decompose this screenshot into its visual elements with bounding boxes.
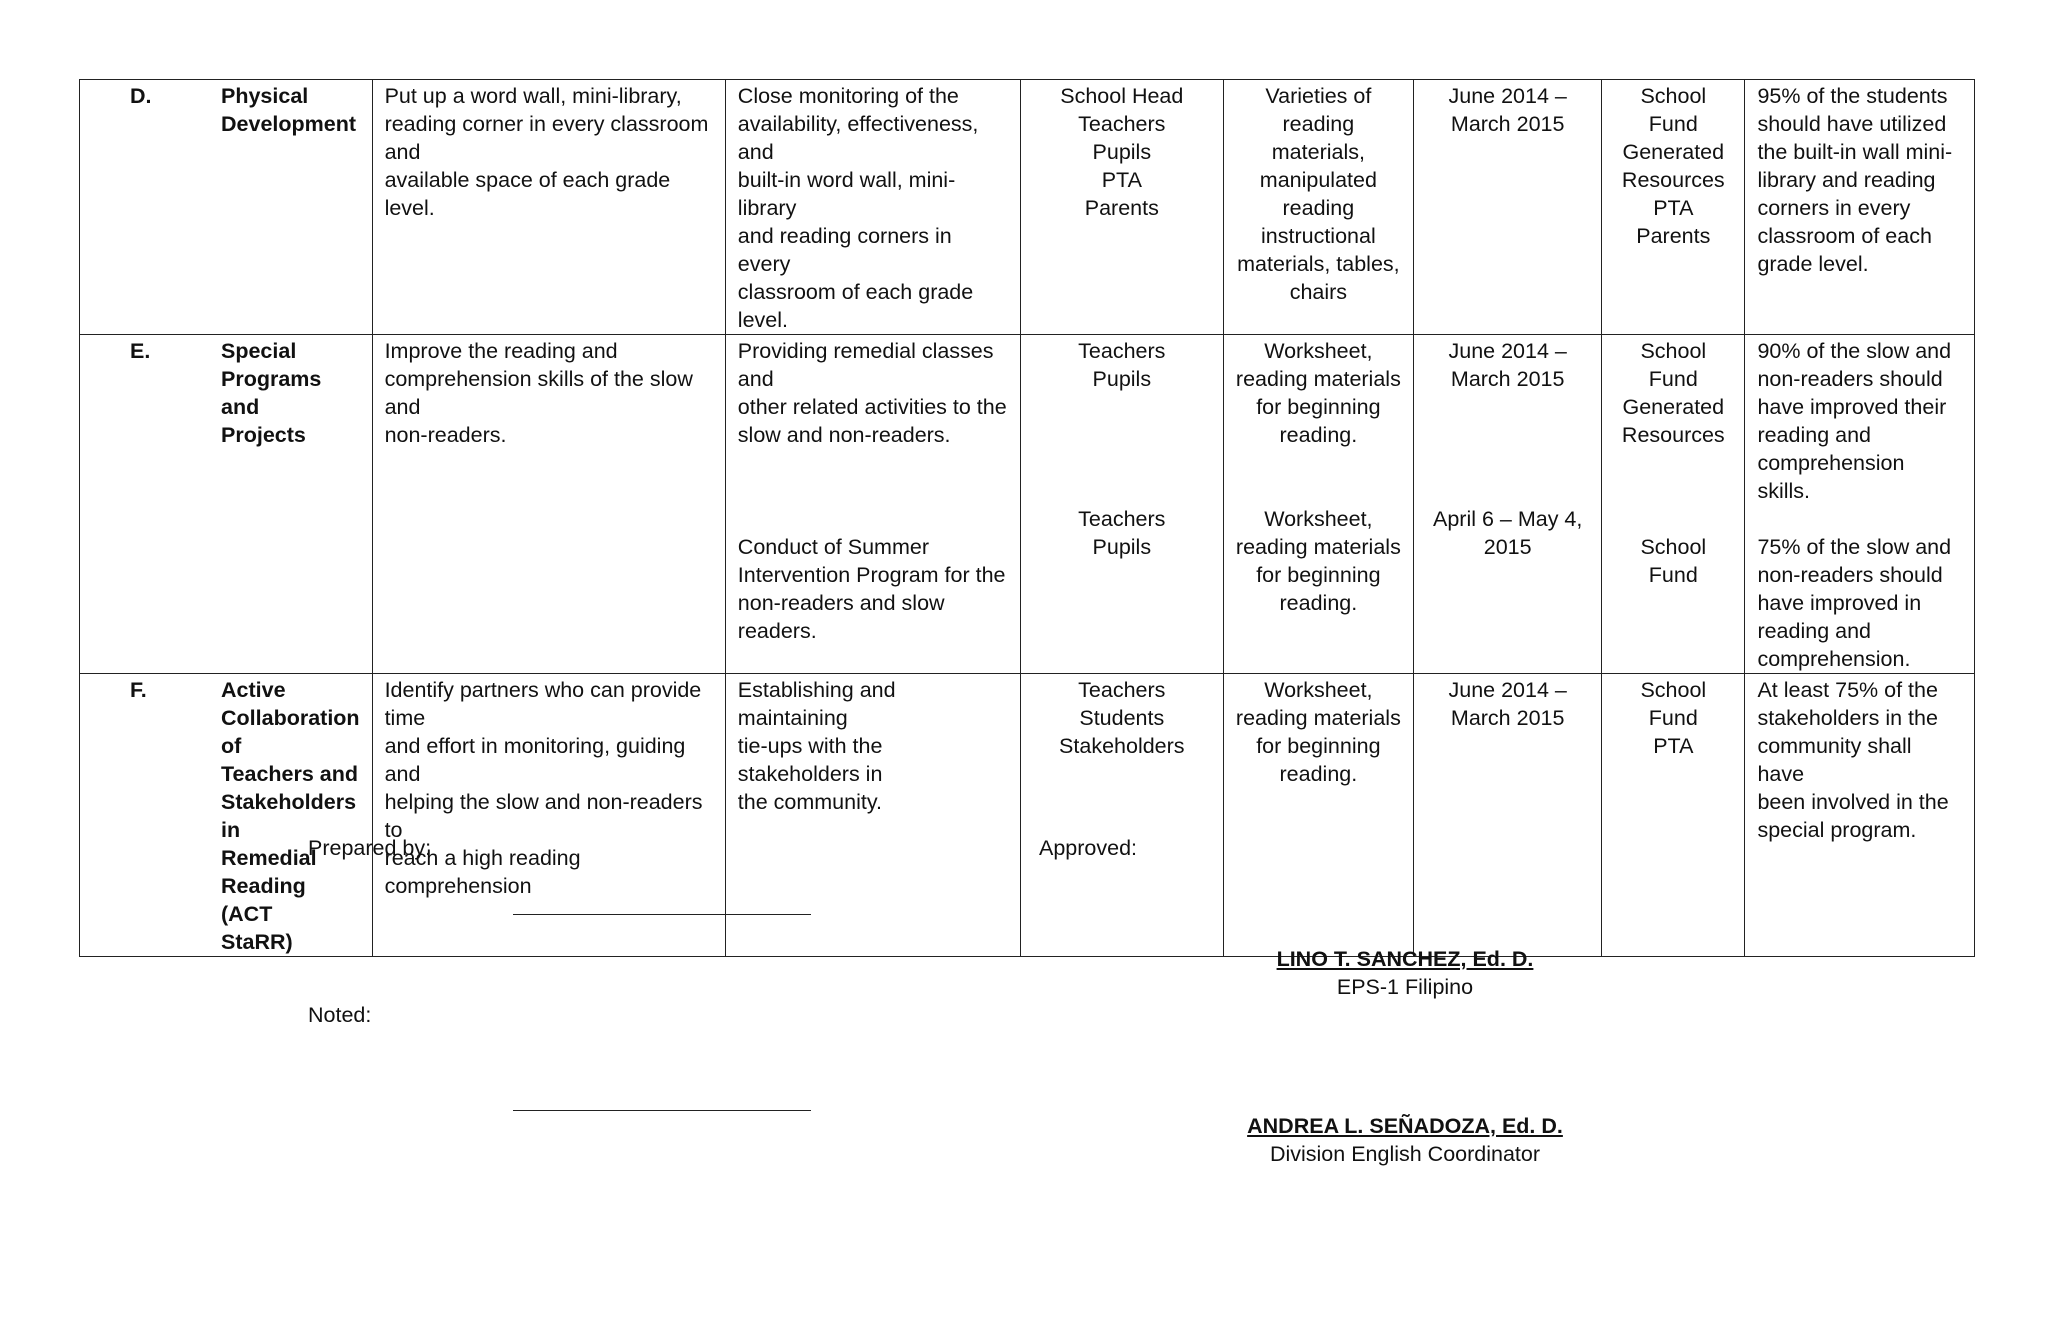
resources-line: for beginning (1256, 395, 1381, 419)
strategy-line: availability, effectiveness, and (737, 112, 979, 164)
area-name-line: Collaboration of (221, 706, 360, 758)
strategy-line: slow and non-readers. (737, 423, 951, 447)
budget-source-line: School Fund (1640, 535, 1707, 587)
strategy-line: built-in word wall, mini-library (737, 168, 956, 220)
area-name-line: Stakeholders in (221, 790, 357, 842)
resources-line: Varieties of (1265, 84, 1372, 108)
budget-source-line: Generated (1622, 395, 1725, 419)
action-plan-table (79, 79, 1975, 957)
objective-cell (372, 80, 725, 335)
budget-source-line: PTA (1653, 196, 1694, 220)
success-indicator-line: non-readers should (1757, 367, 1943, 391)
resources-cell (1223, 80, 1414, 335)
objective-line: comprehension skills of the slow and (384, 367, 693, 419)
area-name-line: Development (221, 112, 357, 136)
strategy-line: Close monitoring of the (737, 84, 959, 108)
persons-involved-line: Pupils (1092, 140, 1152, 164)
time-frame-line: March 2015 (1450, 112, 1565, 136)
time-frame-block (1426, 505, 1589, 561)
spacer (1614, 477, 1732, 505)
spacer (1614, 449, 1732, 477)
resources-line: reading. (1279, 591, 1358, 615)
prepared-by-signature-line (513, 914, 811, 915)
time-frame-cell (1414, 335, 1602, 674)
budget-source-cell (1602, 335, 1745, 674)
spacer (1426, 421, 1589, 449)
strategy-line: and reading corners in every (737, 224, 952, 276)
time-frame-line: June 2014 – (1448, 678, 1567, 702)
objective-line: non-readers. (384, 423, 507, 447)
strategy-line: Conduct of Summer (737, 535, 929, 559)
strategy-line: Intervention Program for the (737, 563, 1006, 587)
budget-source-cell (1602, 80, 1745, 335)
resources-line: Worksheet, (1264, 339, 1373, 363)
success-indicator-line: comprehension. (1757, 647, 1911, 671)
area-cell (80, 335, 373, 674)
spacer (738, 477, 1008, 505)
area-name-line: Active (221, 678, 286, 702)
persons-involved-cell (1021, 80, 1223, 335)
success-indicator-line: stakeholders in the (1757, 706, 1938, 730)
budget-source-line: Resources (1621, 168, 1725, 192)
table-row (80, 80, 1975, 335)
time-frame-block (1426, 82, 1589, 138)
success-indicator-line: 75% of the slow and (1757, 535, 1952, 559)
area-name-line: Special (221, 339, 297, 363)
noter-name: ANDREA L. SEÑADOZA, Ed. D. (1247, 1114, 1563, 1138)
time-frame-line: April 6 – May 4, (1433, 507, 1583, 531)
strategy-line: Providing remedial classes and (737, 339, 994, 391)
persons-involved-line: Teachers (1078, 112, 1166, 136)
success-indicator-line: library and reading (1757, 168, 1936, 192)
prepared-by-label: Prepared by: (308, 836, 432, 860)
success-indicator-line: should have utilized (1757, 112, 1947, 136)
spacer (738, 449, 1008, 477)
resources-line: Worksheet, (1264, 507, 1373, 531)
strategy-block (738, 82, 1008, 334)
persons-involved-line: PTA (1101, 168, 1142, 192)
strategy-line: non-readers and slow readers. (737, 591, 945, 643)
approver-position: EPS-1 Filipino (1336, 975, 1474, 999)
strategy-cell (725, 335, 1020, 674)
spacer (1033, 449, 1210, 477)
area-name-line: Programs and (221, 367, 322, 419)
success-indicator-line: been involved in the (1757, 790, 1949, 814)
area-letter: D. (130, 84, 152, 108)
time-frame-cell (1414, 674, 1602, 957)
budget-source-line: School Fund (1640, 678, 1707, 730)
noter-position: Division English Coordinator (1269, 1142, 1541, 1166)
area-name-line: Remedial (221, 846, 317, 870)
success-indicator-line: have improved in (1757, 591, 1922, 615)
time-frame-line: March 2015 (1450, 706, 1565, 730)
spacer (1033, 393, 1210, 421)
table-row (80, 674, 1975, 957)
area-letter: E. (130, 339, 151, 363)
budget-source-line: School Fund (1640, 84, 1707, 136)
objective-line: available space of each grade level. (384, 168, 671, 220)
approved-label: Approved: (1039, 836, 1138, 860)
strategy-line: the community. (737, 790, 882, 814)
table-row (80, 335, 1975, 674)
budget-source-block (1614, 533, 1732, 589)
objective-line: Put up a word wall, mini-library, (384, 84, 682, 108)
success-indicator-line: reading and (1757, 619, 1872, 643)
noted-signature-line (513, 1110, 811, 1111)
resources-line: Worksheet, (1264, 678, 1373, 702)
persons-involved-block (1033, 505, 1210, 561)
success-indicator-block (1757, 337, 1962, 505)
success-indicator-line: community shall have (1757, 734, 1912, 786)
area-cell (80, 80, 373, 335)
resources-line: instructional (1261, 224, 1376, 248)
budget-source-line: Generated (1622, 140, 1725, 164)
resources-block (1236, 82, 1402, 306)
strategy-block (738, 676, 1008, 816)
noted-label: Noted: (308, 1003, 372, 1027)
success-indicator-line: non-readers should (1757, 563, 1943, 587)
resources-line: reading. (1279, 423, 1358, 447)
resources-cell (1223, 335, 1414, 674)
persons-involved-line: Parents (1084, 196, 1159, 220)
time-frame-cell (1414, 80, 1602, 335)
time-frame-line: June 2014 – (1448, 84, 1567, 108)
persons-involved-line: Pupils (1092, 367, 1152, 391)
persons-involved-cell (1021, 674, 1223, 957)
budget-source-line: PTA (1653, 734, 1694, 758)
time-frame-line: 2015 (1483, 535, 1532, 559)
resources-block (1236, 337, 1402, 477)
success-indicator-line: classroom of each (1757, 224, 1932, 248)
area-name (221, 337, 360, 449)
resources-line: reading materials (1235, 367, 1401, 391)
area-cell (80, 674, 373, 957)
strategy-cell (725, 80, 1020, 335)
area-name (221, 82, 360, 138)
budget-source-block (1614, 337, 1732, 505)
area-name-line: Projects (221, 423, 306, 447)
resources-block (1236, 676, 1402, 788)
budget-source-block (1614, 676, 1732, 760)
area-name (221, 676, 360, 956)
table-body (80, 80, 1975, 957)
success-indicator-line: comprehension skills. (1757, 451, 1905, 503)
budget-source-line: School Fund (1640, 339, 1707, 391)
persons-involved-cell (1021, 335, 1223, 674)
resources-block (1236, 505, 1402, 617)
success-indicator-line: At least 75% of the (1757, 678, 1938, 702)
strategy-block (738, 337, 1008, 505)
strategy-line: other related activities to the (737, 395, 1007, 419)
success-indicator-block (1757, 676, 1962, 844)
budget-source-line: Parents (1636, 224, 1711, 248)
resources-line: reading materials, (1271, 112, 1365, 164)
persons-involved-block (1033, 82, 1210, 222)
budget-source-cell (1602, 674, 1745, 957)
area-letter: F. (130, 678, 147, 702)
persons-involved-line: Students (1079, 706, 1165, 730)
persons-involved-block (1033, 676, 1210, 760)
objective-line: reach a high reading comprehension (384, 846, 581, 898)
area-name-line: Teachers and (221, 762, 359, 786)
strategy-line: Establishing and maintaining (737, 678, 896, 730)
success-indicator-line: the built-in wall mini- (1757, 140, 1953, 164)
time-frame-block (1426, 676, 1589, 732)
objective-line: Improve the reading and (384, 339, 618, 363)
strategy-block (738, 533, 1008, 645)
persons-involved-line: Pupils (1092, 535, 1152, 559)
resources-line: reading materials (1235, 535, 1401, 559)
budget-source-line: Resources (1621, 423, 1725, 447)
budget-source-block (1614, 82, 1732, 250)
success-indicator-cell (1745, 674, 1975, 957)
resources-line: reading (1282, 196, 1355, 220)
success-indicator-cell (1745, 335, 1975, 674)
objective-line: Identify partners who can provide time (384, 678, 702, 730)
resources-line: for beginning (1256, 734, 1381, 758)
time-frame-block (1426, 337, 1589, 477)
resources-line: reading materials (1235, 706, 1401, 730)
objective-line: helping the slow and non-readers to (384, 790, 703, 842)
area-name-line: Physical (221, 84, 309, 108)
time-frame-line: June 2014 – (1448, 339, 1567, 363)
area-name-line: StaRR) (221, 930, 293, 954)
persons-involved-line: School Head (1060, 84, 1184, 108)
persons-involved-line: Teachers (1078, 678, 1166, 702)
success-indicator-line: grade level. (1757, 252, 1869, 276)
resources-line: chairs (1289, 280, 1348, 304)
persons-involved-line: Stakeholders (1059, 734, 1185, 758)
success-indicator-line: corners in every (1757, 196, 1911, 220)
success-indicator-line: reading and (1757, 423, 1872, 447)
resources-line: reading. (1279, 762, 1358, 786)
resources-line: materials, tables, (1237, 252, 1400, 276)
approver-name: LINO T. SANCHEZ, Ed. D. (1276, 947, 1534, 971)
strategy-line: classroom of each grade level. (737, 280, 974, 332)
persons-involved-line: Teachers (1078, 339, 1166, 363)
spacer (1236, 449, 1402, 477)
spacer (1426, 393, 1589, 421)
success-indicator-line: 90% of the slow and (1757, 339, 1952, 363)
success-indicator-line: special program. (1757, 818, 1917, 842)
time-frame-line: March 2015 (1450, 367, 1565, 391)
persons-involved-line: Teachers (1078, 507, 1166, 531)
success-indicator-cell (1745, 80, 1975, 335)
success-indicator-block (1757, 82, 1962, 278)
spacer (1426, 449, 1589, 477)
success-indicator-line: 95% of the students (1757, 84, 1948, 108)
strategy-line: tie-ups with the stakeholders in (737, 734, 883, 786)
resources-line: manipulated (1259, 168, 1377, 192)
objective-cell (372, 335, 725, 674)
objective-line: reading corner in every classroom and (384, 112, 709, 164)
resources-line: for beginning (1256, 563, 1381, 587)
persons-involved-block (1033, 337, 1210, 477)
success-indicator-line: have improved their (1757, 395, 1947, 419)
success-indicator-block (1757, 533, 1962, 673)
area-name-line: Reading (ACT (221, 874, 306, 926)
objective-line: and effort in monitoring, guiding and (384, 734, 686, 786)
spacer (1033, 421, 1210, 449)
resources-cell (1223, 674, 1414, 957)
